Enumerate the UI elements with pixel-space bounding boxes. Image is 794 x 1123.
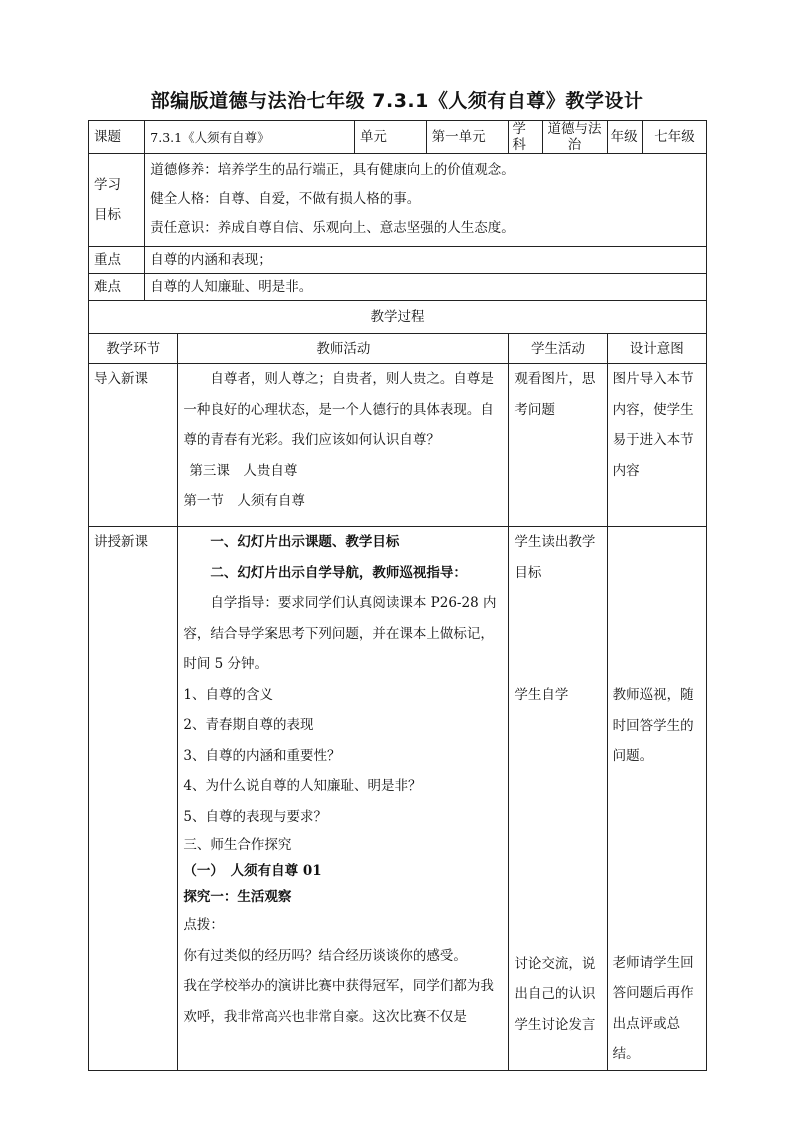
goals-label [89, 154, 145, 247]
spacer [613, 772, 701, 948]
lecture-teacher [178, 527, 509, 1071]
intro-design-text: 图片导入本节内容，使学生易于进入本节内容 [612, 371, 694, 479]
unit-label: 单元 [354, 121, 426, 154]
spacer [514, 588, 601, 680]
lecture-stage [89, 527, 178, 1071]
intro-student [509, 364, 607, 527]
document-title: 部编版道德与法治七年级 7.3.1《人须有自尊》教学设计 [150, 90, 644, 112]
lecture-explore1: 探究一：生活观察 [183, 889, 292, 906]
lecture-guide: 自学指导：要求同学们认真阅读课本 P26-28 内容，结合导学案思考下列问题，并在课本上做标记，时间 5 分钟。 [183, 595, 497, 673]
lecture-sub1: （一） 人须有自尊 01 [183, 863, 322, 880]
intro-student-text: 观看图片，思考问题 [514, 371, 596, 418]
intro-design [607, 364, 706, 527]
key-row [89, 247, 707, 274]
intro-paragraph: 自尊者，则人尊之；自贵者，则人贵之。自尊是一种良好的心理状态，是一个人德行的具体表现。自尊的青春有光彩。我们应该如何认识自尊？ [183, 371, 494, 449]
topic-value: 7.3.1《人须有自尊》 [145, 121, 355, 154]
info-row [89, 121, 707, 154]
col-stage: 教学环节 [89, 334, 178, 364]
goal-item: 健全人格：自尊、自爱，不做有损人格的事。 [150, 191, 421, 208]
lecture-design-2: 教师巡视，随时回答学生的问题。 [612, 687, 694, 765]
lecture-student [509, 527, 607, 1071]
lecture-question: 1、自尊的含义 [183, 686, 273, 703]
difficulty-row [89, 274, 707, 301]
process-header-row [89, 334, 707, 364]
intro-section-line: 第一节 人须有自尊 [183, 493, 305, 510]
subject-value: 道德与法治 [542, 121, 607, 154]
lesson-plan-table [88, 120, 707, 1071]
lecture-student-1: 学生读出教学目标 [514, 534, 596, 581]
intro-row [89, 364, 707, 527]
subject-label: 学科 [509, 121, 542, 154]
goals-label-text: 学习目标 [94, 177, 121, 224]
intro-stage-label: 导入新课 [94, 371, 148, 388]
goals-content [145, 154, 707, 247]
spacer [514, 711, 601, 949]
col-student: 学生活动 [509, 334, 607, 364]
lecture-step3: 三、师生合作探究 [183, 837, 292, 854]
goal-item: 责任意识：养成自尊自信、乐观向上、意志坚强的人生态度。 [150, 220, 515, 237]
goal-item: 道德修养：培养学生的品行端正，具有健康向上的价值观念。 [150, 162, 515, 179]
unit-value: 第一单元 [426, 121, 509, 154]
spacer [613, 527, 701, 680]
key-label: 重点 [89, 247, 145, 274]
lecture-question: 2、青春期自尊的表现 [183, 717, 314, 734]
key-value: 自尊的内涵和表现； [145, 247, 707, 274]
intro-stage [89, 364, 178, 527]
lecture-question: 4、为什么说自尊的人知廉耻、明是非？ [183, 778, 422, 795]
process-heading-row [89, 301, 707, 334]
lecture-step2: 二、幻灯片出示自学导航，教师巡视指导： [210, 564, 467, 581]
intro-lesson-line: 第三课 人贵自尊 [189, 462, 298, 479]
lecture-student-2: 学生自学 [514, 687, 569, 704]
lecture-student-4: 学生讨论发言 [514, 1016, 596, 1033]
grade-value: 七年级 [642, 121, 706, 154]
lecture-design [607, 527, 706, 1071]
lecture-step1: 一、幻灯片出示课题、教学目标 [210, 534, 400, 551]
lecture-hint: 点拨： [183, 917, 224, 934]
lecture-student-3: 讨论交流，说出自己的认识 [514, 955, 596, 1003]
col-teacher: 教师活动 [178, 334, 509, 364]
lecture-stage-label: 讲授新课 [94, 534, 148, 551]
lecture-question: 3、自尊的内涵和重要性？ [183, 747, 341, 764]
lecture-experience: 你有过类似的经历吗？结合经历谈谈你的感受。 [183, 947, 467, 964]
topic-label: 课题 [89, 121, 145, 154]
lecture-row [89, 527, 707, 1071]
difficulty-label: 难点 [89, 274, 145, 301]
lecture-design-3: 老师请学生回答问题后再作出点评或总结。 [612, 954, 694, 1063]
col-design: 设计意图 [607, 334, 706, 364]
intro-teacher [178, 364, 509, 527]
grade-label: 年级 [607, 121, 642, 154]
difficulty-value: 自尊的人知廉耻、明是非。 [145, 274, 707, 301]
process-heading: 教学过程 [89, 301, 707, 334]
lecture-story: 我在学校举办的演讲比赛中获得冠军，同学们都为我欢呼，我非常高兴也非常自豪。这次比赛不仅是 [183, 978, 494, 1025]
lecture-question: 5、自尊的表现与要求？ [183, 808, 327, 825]
goals-row [89, 154, 707, 247]
